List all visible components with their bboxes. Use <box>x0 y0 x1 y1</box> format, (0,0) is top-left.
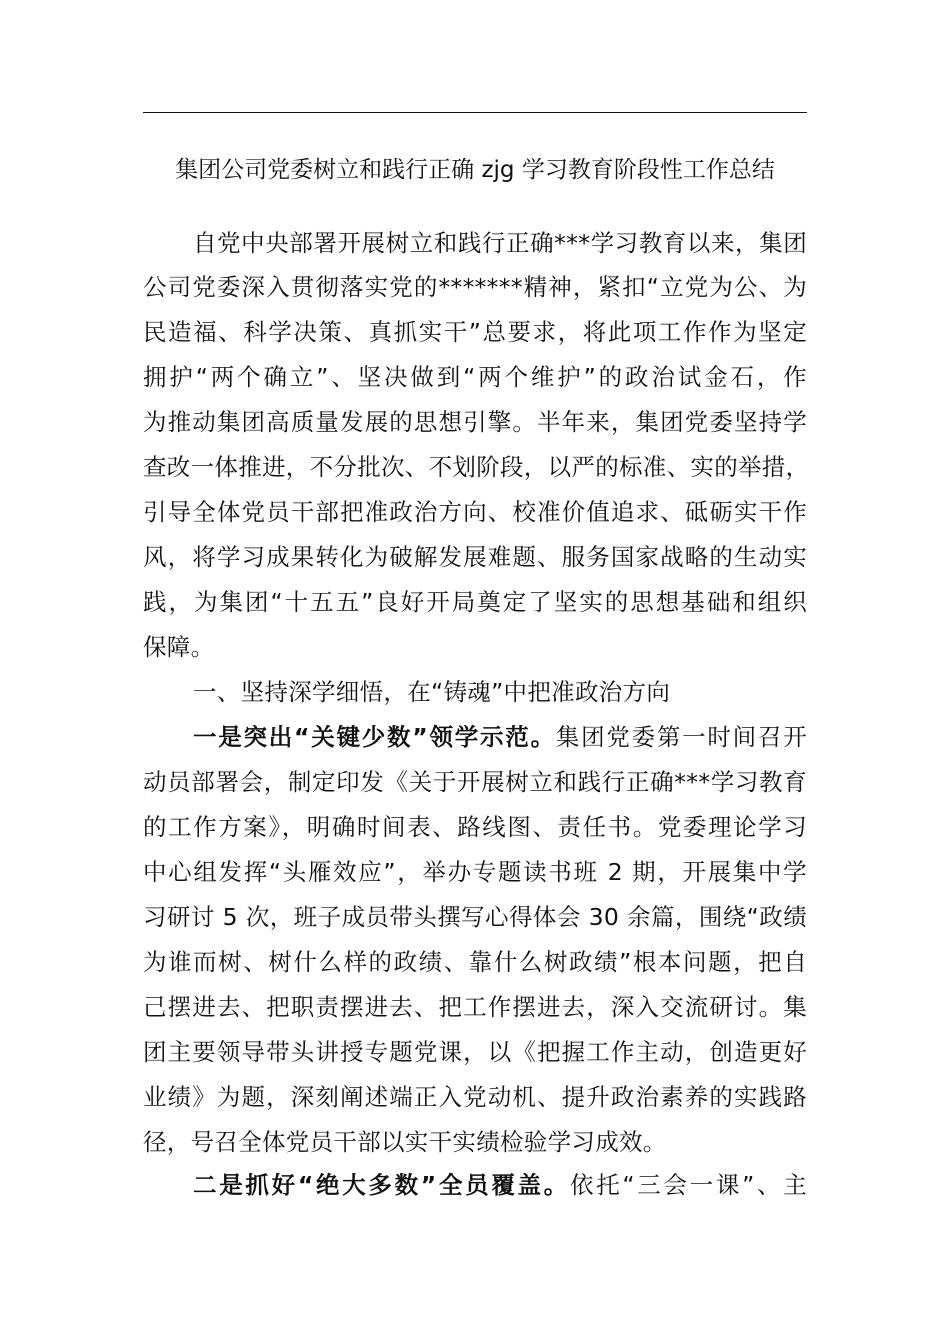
paragraph-line: 团主要领导带头讲授专题党课，以《把握工作主动，创造更好 <box>143 1038 807 1066</box>
paragraph-text: 集团党委第一时间召开 <box>555 723 808 751</box>
paragraph-lead: 一是突出“关键少数”领学示范。 <box>193 723 556 751</box>
paragraph-line: 径，号召全体党员干部以实干实绩检验学习成效。 <box>143 1128 667 1156</box>
intro-line: 自党中央部署开展树立和践行正确***学习教育以来，集团 <box>193 229 807 257</box>
paragraph-line: 的工作方案》，明确时间表、路线图、责任书。党委理论学习 <box>143 813 807 841</box>
header-rule <box>143 112 807 113</box>
paragraph-first-line <box>193 1168 807 1202</box>
paragraph-line: 业绩》为题，深刻阐述端正入党动机、提升政治素养的实践路 <box>143 1083 807 1111</box>
intro-line: 保障。 <box>143 633 215 661</box>
paragraph-text: 依托“三会一课”、主 <box>569 1171 807 1199</box>
paragraph-first-line <box>193 720 807 754</box>
intro-line: 民造福、科学决策、真抓实干”总要求，将此项工作作为坚定 <box>143 318 807 346</box>
paragraph-lead: 二是抓好“绝大多数”全员覆盖。 <box>193 1171 570 1199</box>
intro-line: 拥护“两个确立”、坚决做到“两个维护”的政治试金石，作 <box>143 363 807 391</box>
paragraph-line: 动员部署会，制定印发《关于开展树立和践行正确***学习教育 <box>143 768 807 796</box>
intro-line: 公司党委深入贯彻落实党的*******精神，紧扣“立党为公、为 <box>143 273 807 301</box>
document-title: 集团公司党委树立和践行正确 zjg 学习教育阶段性工作总结 <box>175 157 775 183</box>
paragraph-line: 己摆进去、把职责摆进去、把工作摆进去，深入交流研讨。集 <box>143 993 807 1021</box>
paragraph-line: 中心组发挥“头雁效应”，举办专题读书班 2 期，开展集中学 <box>143 858 807 886</box>
intro-line: 引导全体党员干部把准政治方向、校准价值追求、砥砺实干作 <box>143 498 807 526</box>
intro-line: 查改一体推进，不分批次、不划阶段，以严的标准、实的举措， <box>143 453 810 481</box>
section-heading: 一、坚持深学细悟，在“铸魂”中把准政治方向 <box>193 678 671 706</box>
intro-line: 风，将学习成果转化为破解发展难题、服务国家战略的生动实 <box>143 543 807 571</box>
paragraph-line: 为谁而树、树什么样的政绩、靠什么树政绩”根本问题，把自 <box>143 948 807 976</box>
intro-line: 践，为集团“十五五”良好开局奠定了坚实的思想基础和组织 <box>143 588 807 616</box>
paragraph-line: 习研讨 5 次，班子成员带头撰写心得体会 30 余篇，围绕“政绩 <box>143 903 807 931</box>
intro-line: 为推动集团高质量发展的思想引擎。半年来，集团党委坚持学 <box>143 408 807 436</box>
